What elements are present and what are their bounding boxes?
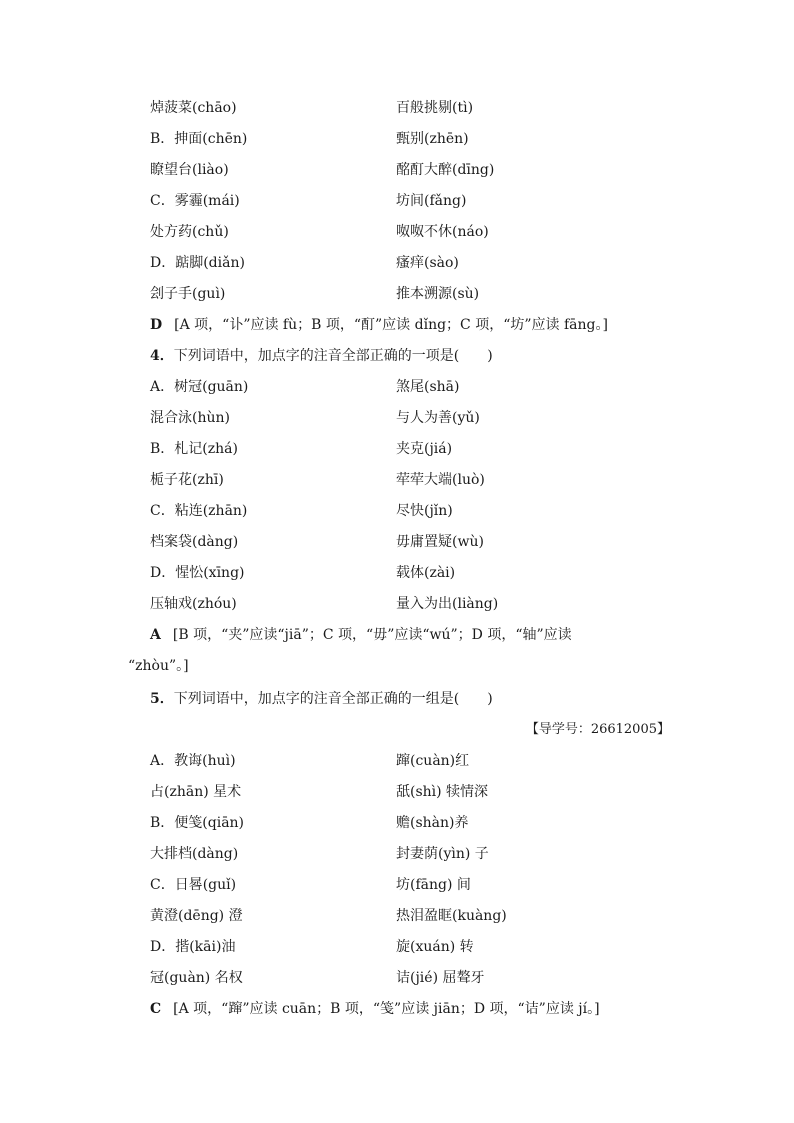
- term-row: [0, 934, 794, 960]
- term-left: 焯菠菜(chāo): [150, 100, 237, 116]
- term-right: 推本溯源(sù): [396, 286, 480, 302]
- term-right: 瘙痒(sào): [396, 255, 459, 271]
- question-number: 4．: [150, 348, 174, 364]
- term-right: 赡(shàn)养: [396, 815, 469, 831]
- term-right: 旋(xuán) 转: [396, 939, 474, 955]
- term-left: 瞭望台(liào): [150, 162, 229, 178]
- term-left: 混合泳(hùn): [150, 410, 230, 426]
- term-row: [0, 841, 794, 867]
- answer-text: [B 项，“夹”应读“jiā”；C 项，“毋”应读“wú”；D 项，“轴”应读: [172, 627, 572, 643]
- term-row: [0, 748, 794, 774]
- term-right: 热泪盈眶(kuàng): [396, 908, 507, 924]
- term-right: 载体(zài): [396, 565, 456, 581]
- answer-letter: A: [150, 627, 161, 643]
- term-right: 尽快(jǐn): [396, 503, 453, 519]
- term-row: [0, 95, 794, 121]
- term-row: [0, 374, 794, 400]
- term-left: 刽子手(guì): [150, 286, 226, 302]
- term-row: [0, 965, 794, 991]
- answer-continuation: “zhòu”。]: [128, 658, 189, 674]
- term-right: 毋庸置疑(wù): [396, 534, 484, 550]
- term-left: C．日晷(guǐ): [150, 877, 237, 893]
- answer-letter: D: [150, 317, 163, 333]
- term-left: A．教诲(huì): [150, 753, 236, 769]
- term-right: 与人为善(yǔ): [396, 410, 480, 426]
- term-row: [0, 188, 794, 214]
- answer-text: [A 项，“讣”应读 fù；B 项，“酊”应读 dǐng；C 项，“坊”应读 fāng。]: [174, 317, 608, 333]
- term-right: 煞尾(shā): [396, 379, 460, 395]
- answer-explanation: [150, 996, 600, 1022]
- answer-explanation: [150, 622, 572, 648]
- term-left: D．揩(kāi)油: [150, 939, 236, 955]
- term-right: 舐(shì) 犊情深: [396, 784, 489, 800]
- term-right: 甄别(zhēn): [396, 131, 469, 147]
- term-left: 栀子花(zhī): [150, 472, 224, 488]
- term-left: 占(zhān) 星术: [150, 784, 242, 800]
- answer-explanation: [150, 312, 608, 338]
- question-stem: [150, 343, 493, 369]
- term-right: 呶呶不休(náo): [396, 224, 489, 240]
- term-row: [0, 779, 794, 805]
- term-left: 压轴戏(zhóu): [150, 596, 237, 612]
- answer-letter: C: [150, 1001, 162, 1017]
- question-stem: [150, 686, 493, 712]
- term-row: [0, 498, 794, 524]
- term-right: 封妻荫(yìn) 子: [396, 846, 489, 862]
- term-left: C．粘连(zhān): [150, 503, 248, 519]
- term-left: D．惺忪(xīng): [150, 565, 245, 581]
- term-left: B．札记(zhá): [150, 441, 238, 457]
- term-right: 坊间(fǎng): [396, 193, 467, 209]
- question-text: 下列词语中，加点字的注音全部正确的一项是( ): [173, 348, 493, 364]
- term-row: [0, 281, 794, 307]
- term-right: 坊(fāng) 间: [396, 877, 471, 893]
- term-right: 诘(jié) 屈聱牙: [396, 970, 485, 986]
- term-row: [0, 903, 794, 929]
- term-left: C．雾霾(mái): [150, 193, 240, 209]
- term-left: 处方药(chǔ): [150, 224, 229, 240]
- question-number: 5．: [150, 691, 174, 707]
- term-right: 夹克(jiá): [396, 441, 453, 457]
- term-right: 百般挑剔(tì): [396, 100, 474, 116]
- term-row: [0, 250, 794, 276]
- term-row: [0, 872, 794, 898]
- term-right: 酩酊大醉(dīng): [396, 162, 495, 178]
- term-left: B．便笺(qiān): [150, 815, 245, 831]
- term-left: B．抻面(chēn): [150, 131, 248, 147]
- term-left: D．踮脚(diǎn): [150, 255, 245, 271]
- question-text: 下列词语中，加点字的注音全部正确的一组是( ): [173, 691, 493, 707]
- term-row: [0, 810, 794, 836]
- term-right: 荦荦大端(luò): [396, 472, 485, 488]
- term-row: [0, 157, 794, 183]
- term-row: [0, 436, 794, 462]
- term-row: [0, 529, 794, 555]
- term-left: 黄澄(dēng) 澄: [150, 908, 243, 924]
- term-row: [0, 467, 794, 493]
- term-row: [0, 560, 794, 586]
- term-left: A．树冠(guān): [150, 379, 249, 395]
- term-left: 冠(guàn) 名权: [150, 970, 243, 986]
- term-row: [0, 405, 794, 431]
- term-row: [0, 219, 794, 245]
- term-row: [0, 126, 794, 152]
- guide-number: 【导学号：26612005】: [525, 722, 670, 737]
- term-right: 量入为出(liàng): [396, 596, 499, 612]
- answer-text: [A 项，“蹿”应读 cuān；B 项，“笺”应读 jiān；D 项，“诘”应读 jí。]: [173, 1001, 600, 1017]
- term-row: [0, 591, 794, 617]
- term-right: 蹿(cuàn)红: [396, 753, 470, 769]
- term-left: 档案袋(dàng): [150, 534, 239, 550]
- term-left: 大排档(dàng): [150, 846, 239, 862]
